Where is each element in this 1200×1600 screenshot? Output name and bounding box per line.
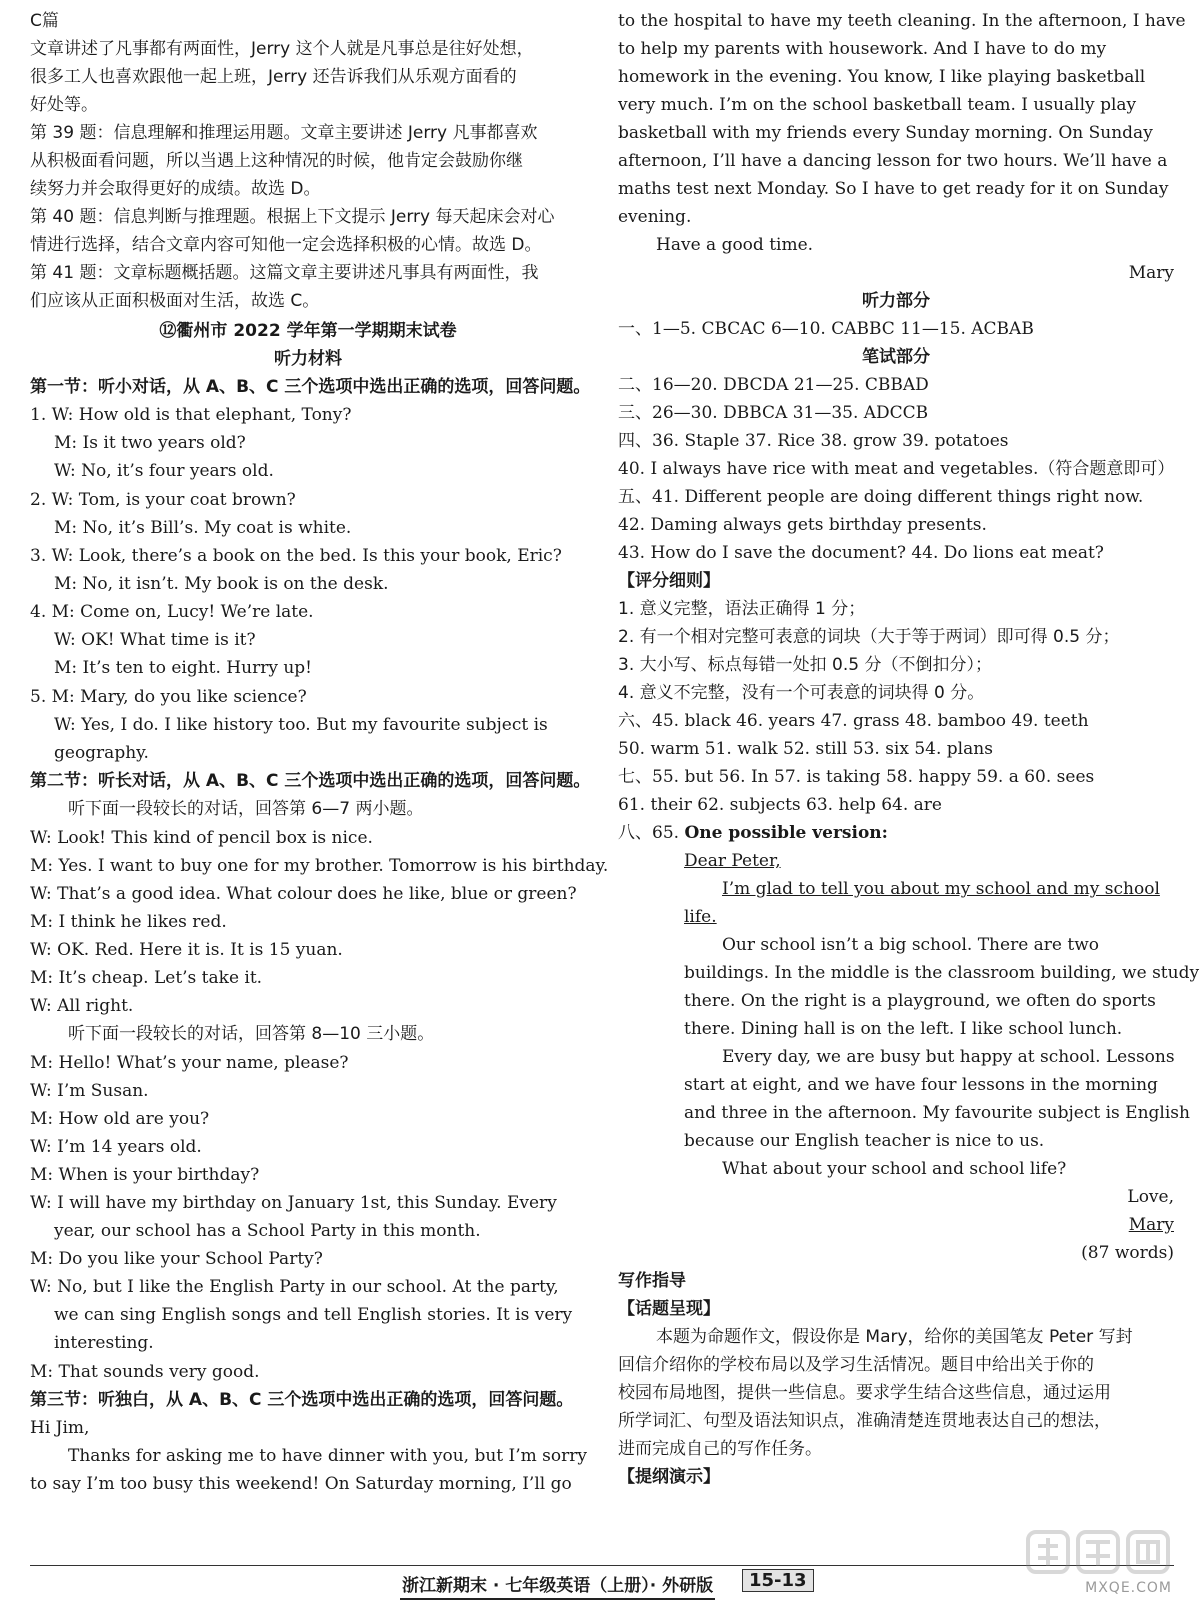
q65-line: [618, 820, 888, 846]
footer-page-number: 15-13: [742, 1569, 814, 1592]
conversation-line: M: When is your birthday?: [30, 1165, 260, 1185]
letter-line: and three in the afternoon. My favourite subject is English: [684, 1103, 1190, 1123]
conversation-line: M: Yes. I want to buy one for my brother. Tomorrow is his birthday.: [30, 856, 609, 876]
conversation-line: W: I’m Susan.: [30, 1081, 149, 1101]
listening-material-heading: 听力材料: [274, 349, 342, 369]
outline-heading: 【提纲演示】: [618, 1467, 720, 1487]
topic-line: 校园布局地图，提供一些信息。要求学生结合这些信息，通过运用: [618, 1383, 1111, 1403]
conversation-line: W: No, but I like the English Party in our school. At the party,: [30, 1277, 559, 1297]
dialog-line: M: No, it isn’t. My book is on the desk.: [54, 574, 389, 594]
c-text-line: 第 41 题：文章标题概括题。这篇文章主要讲述凡事具有两面性，我: [30, 263, 539, 283]
monologue-line: homework in the evening. You know, I like playing basketball: [618, 67, 1146, 87]
conversation-line: W: OK. Red. Here it is. It is 15 yuan.: [30, 940, 343, 960]
conversation-line: M: It’s cheap. Let’s take it.: [30, 968, 263, 988]
section-c-heading: C篇: [30, 11, 59, 31]
monologue-line: basketball with my friends every Sunday morning. On Sunday: [618, 123, 1153, 143]
conversation-line: M: I think he likes red.: [30, 912, 227, 932]
scoring-rule: 3. 大小写、标点每错一处扣 0.5 分（不倒扣分）；: [618, 655, 992, 675]
written-part-heading: 笔试部分: [862, 347, 930, 367]
letter-line: buildings. In the middle is the classroom building, we study: [684, 963, 1200, 983]
monologue-line: evening.: [618, 207, 692, 227]
conversation-line: W: That’s a good idea. What colour does he like, blue or green?: [30, 884, 577, 904]
letter-line: Our school isn’t a big school. There are two: [722, 935, 1100, 955]
conversation-line: W: All right.: [30, 996, 134, 1016]
section3-heading: 第三节：听独白，从 A、B、C 三个选项中选出正确的选项，回答问题。: [30, 1390, 574, 1410]
section2-heading: 第二节：听长对话，从 A、B、C 三个选项中选出正确的选项，回答问题。: [30, 771, 591, 791]
dialog-line: W: OK! What time is it?: [54, 630, 256, 650]
c-text-line: 第 40 题：信息判断与推理题。根据上下文提示 Jerry 每天起床会对心: [30, 207, 555, 227]
conversation-line: interesting.: [54, 1333, 154, 1353]
letter-line: life.: [684, 907, 717, 927]
topic-line: 本题为命题作文，假设你是 Mary，给你的美国笔友 Peter 写封: [656, 1327, 1133, 1347]
conversation-line: M: That sounds very good.: [30, 1362, 260, 1382]
answer-line: 二、16—20. DBCDA 21—25. CBBAD: [618, 375, 929, 395]
answer-line: 61. their 62. subjects 63. help 64. are: [618, 795, 942, 815]
c-text-line: 们应该从正面积极面对生活，故选 C。: [30, 291, 320, 311]
answer-line: 三、26—30. DBBCA 31—35. ADCCB: [618, 403, 929, 423]
conversation-line: M: Hello! What’s your name, please?: [30, 1053, 349, 1073]
topic-line: 所学词汇、句型及语法知识点，准确清楚连贯地表达自己的想法，: [618, 1411, 1111, 1431]
answer-line: 五、41. Different people are doing different things right now.: [618, 487, 1144, 507]
topic-line: 进而完成自己的写作任务。: [618, 1439, 822, 1459]
c-text-line: 情进行选择，结合文章内容可知他一定会选择积极的心情。故选 D。: [30, 235, 542, 255]
dialog-line: 3. W: Look, there’s a book on the bed. Is this your book, Eric?: [30, 546, 562, 566]
dialog-line: 5. M: Mary, do you like science?: [30, 687, 307, 707]
scoring-rule: 1. 意义完整，语法正确得 1 分；: [618, 599, 866, 619]
dialog-line: M: Is it two years old?: [54, 433, 246, 453]
monologue-line: Thanks for asking me to have dinner with you, but I’m sorry: [68, 1446, 587, 1466]
dialog-line: 1. W: How old is that elephant, Tony?: [30, 405, 352, 425]
topic-heading: 【话题呈现】: [618, 1299, 720, 1319]
answer-line: 43. How do I save the document? 44. Do lions eat meat?: [618, 543, 1104, 563]
footer-book-title: 浙江新期末 · 七年级英语（上册）· 外研版: [400, 1571, 715, 1600]
answer-line: 40. I always have rice with meat and vegetables.（符合题意即可）: [618, 459, 1175, 479]
conversation-line: W: Look! This kind of pencil box is nice.: [30, 828, 373, 848]
instruction-6-7: 听下面一段较长的对话，回答第 6—7 两小题。: [68, 799, 424, 819]
monologue-line: Hi Jim,: [30, 1418, 90, 1438]
listening-part-heading: 听力部分: [862, 291, 930, 311]
c-text-line: 从积极面看问题，所以当遇上这种情况的时候，他肯定会鼓励你继: [30, 151, 523, 171]
page-footer: [0, 1565, 1200, 1600]
conversation-line: W: I will have my birthday on January 1st, this Sunday. Every: [30, 1193, 557, 1213]
monologue-line: very much. I’m on the school basketball team. I usually play: [618, 95, 1137, 115]
c-text-line: 续努力并会取得更好的成绩。故选 D。: [30, 179, 321, 199]
letter-line: Every day, we are busy but happy at school. Lessons: [722, 1047, 1175, 1067]
letter-line: [722, 876, 1174, 902]
c-text-line: 好处等。: [30, 95, 98, 115]
letter-line: there. Dining hall is on the left. I like school lunch.: [684, 1019, 1123, 1039]
letter-line: What about your school and school life?: [722, 1159, 1067, 1179]
instruction-8-10: 听下面一段较长的对话，回答第 8—10 三小题。: [68, 1024, 435, 1044]
q65-label: One possible version:: [684, 823, 888, 843]
word-count: (87 words): [1081, 1243, 1174, 1263]
scoring-rule: 2. 有一个相对完整可表意的词块（大于等于两词）即可得 0.5 分；: [618, 627, 1120, 647]
monologue-signature: Mary: [1128, 263, 1174, 283]
monologue-closing: Have a good time.: [656, 235, 814, 255]
c-text-line: 第 39 题：信息理解和推理运用题。文章主要讲述 Jerry 凡事都喜欢: [30, 123, 538, 143]
monologue-line: to the hospital to have my teeth cleaning. In the afternoon, I have: [618, 11, 1186, 31]
answer-line: 四、36. Staple 37. Rice 38. grow 39. potatoes: [618, 431, 1009, 451]
dialog-line: M: No, it’s Bill’s. My coat is white.: [54, 518, 352, 538]
conversation-line: year, our school has a School Party in this month.: [54, 1221, 481, 1241]
letter-closing: Love,: [1127, 1187, 1174, 1207]
watermark-url: MXQE.COM: [1085, 1580, 1172, 1596]
answer-line: 六、45. black 46. years 47. grass 48. bamboo 49. teeth: [618, 711, 1089, 731]
monologue-line: to help my parents with housework. And I have to do my: [618, 39, 1107, 59]
conversation-line: M: Do you like your School Party?: [30, 1249, 323, 1269]
dialog-line: 4. M: Come on, Lucy! We’re late.: [30, 602, 314, 622]
writing-guide-heading: 写作指导: [618, 1271, 686, 1291]
letter-text: I’m glad to tell you about my school and my school: [722, 879, 1160, 899]
dialog-line: M: It’s ten to eight. Hurry up!: [54, 658, 312, 678]
dialog-line: W: Yes, I do. I like history too. But my favourite subject is: [54, 715, 548, 735]
letter-signature: Mary: [1128, 1215, 1174, 1235]
q65-number: 八、65.: [618, 823, 680, 843]
dialog-line: geography.: [54, 743, 149, 763]
monologue-line: maths test next Monday. So I have to get ready for it on Sunday: [618, 179, 1169, 199]
c-text-line: 很多工人也喜欢跟他一起上班，Jerry 还告诉我们从乐观方面看的: [30, 67, 517, 87]
scoring-heading: 【评分细则】: [618, 571, 720, 591]
exam-title: ⑫衢州市 2022 学年第一学期期末试卷: [159, 321, 457, 341]
scoring-rule: 4. 意义不完整，没有一个可表意的词块得 0 分。: [618, 683, 985, 703]
conversation-line: M: How old are you?: [30, 1109, 210, 1129]
answer-line: 42. Daming always gets birthday presents.: [618, 515, 987, 535]
answer-line: 一、1—5. CBCAC 6—10. CABBC 11—15. ACBAB: [618, 319, 1034, 339]
letter-greeting: Dear Peter,: [684, 851, 781, 871]
conversation-line: we can sing English songs and tell English stories. It is very: [54, 1305, 573, 1325]
monologue-line: afternoon, I’ll have a dancing lesson for two hours. We’ll have a: [618, 151, 1168, 171]
section1-heading: 第一节：听小对话，从 A、B、C 三个选项中选出正确的选项，回答问题。: [30, 377, 591, 397]
letter-line: because our English teacher is nice to us.: [684, 1131, 1045, 1151]
letter-line: start at eight, and we have four lessons in the morning: [684, 1075, 1158, 1095]
monologue-line: to say I’m too busy this weekend! On Saturday morning, I’ll go: [30, 1474, 572, 1494]
answer-line: 七、55. but 56. In 57. is taking 58. happy 59. a 60. sees: [618, 767, 1095, 787]
dialog-line: W: No, it’s four years old.: [54, 461, 274, 481]
conversation-line: W: I’m 14 years old.: [30, 1137, 202, 1157]
letter-line: there. On the right is a playground, we often do sports: [684, 991, 1156, 1011]
footer-divider: [30, 1565, 1174, 1566]
answer-line: 50. warm 51. walk 52. still 53. six 54. plans: [618, 739, 993, 759]
topic-line: 回信介绍你的学校布局以及学习生活情况。题目中给出关于你的: [618, 1355, 1094, 1375]
dialog-line: 2. W: Tom, is your coat brown?: [30, 490, 296, 510]
c-text-line: 文章讲述了凡事都有两面性，Jerry 这个人就是凡事总是往好处想，: [30, 39, 534, 59]
